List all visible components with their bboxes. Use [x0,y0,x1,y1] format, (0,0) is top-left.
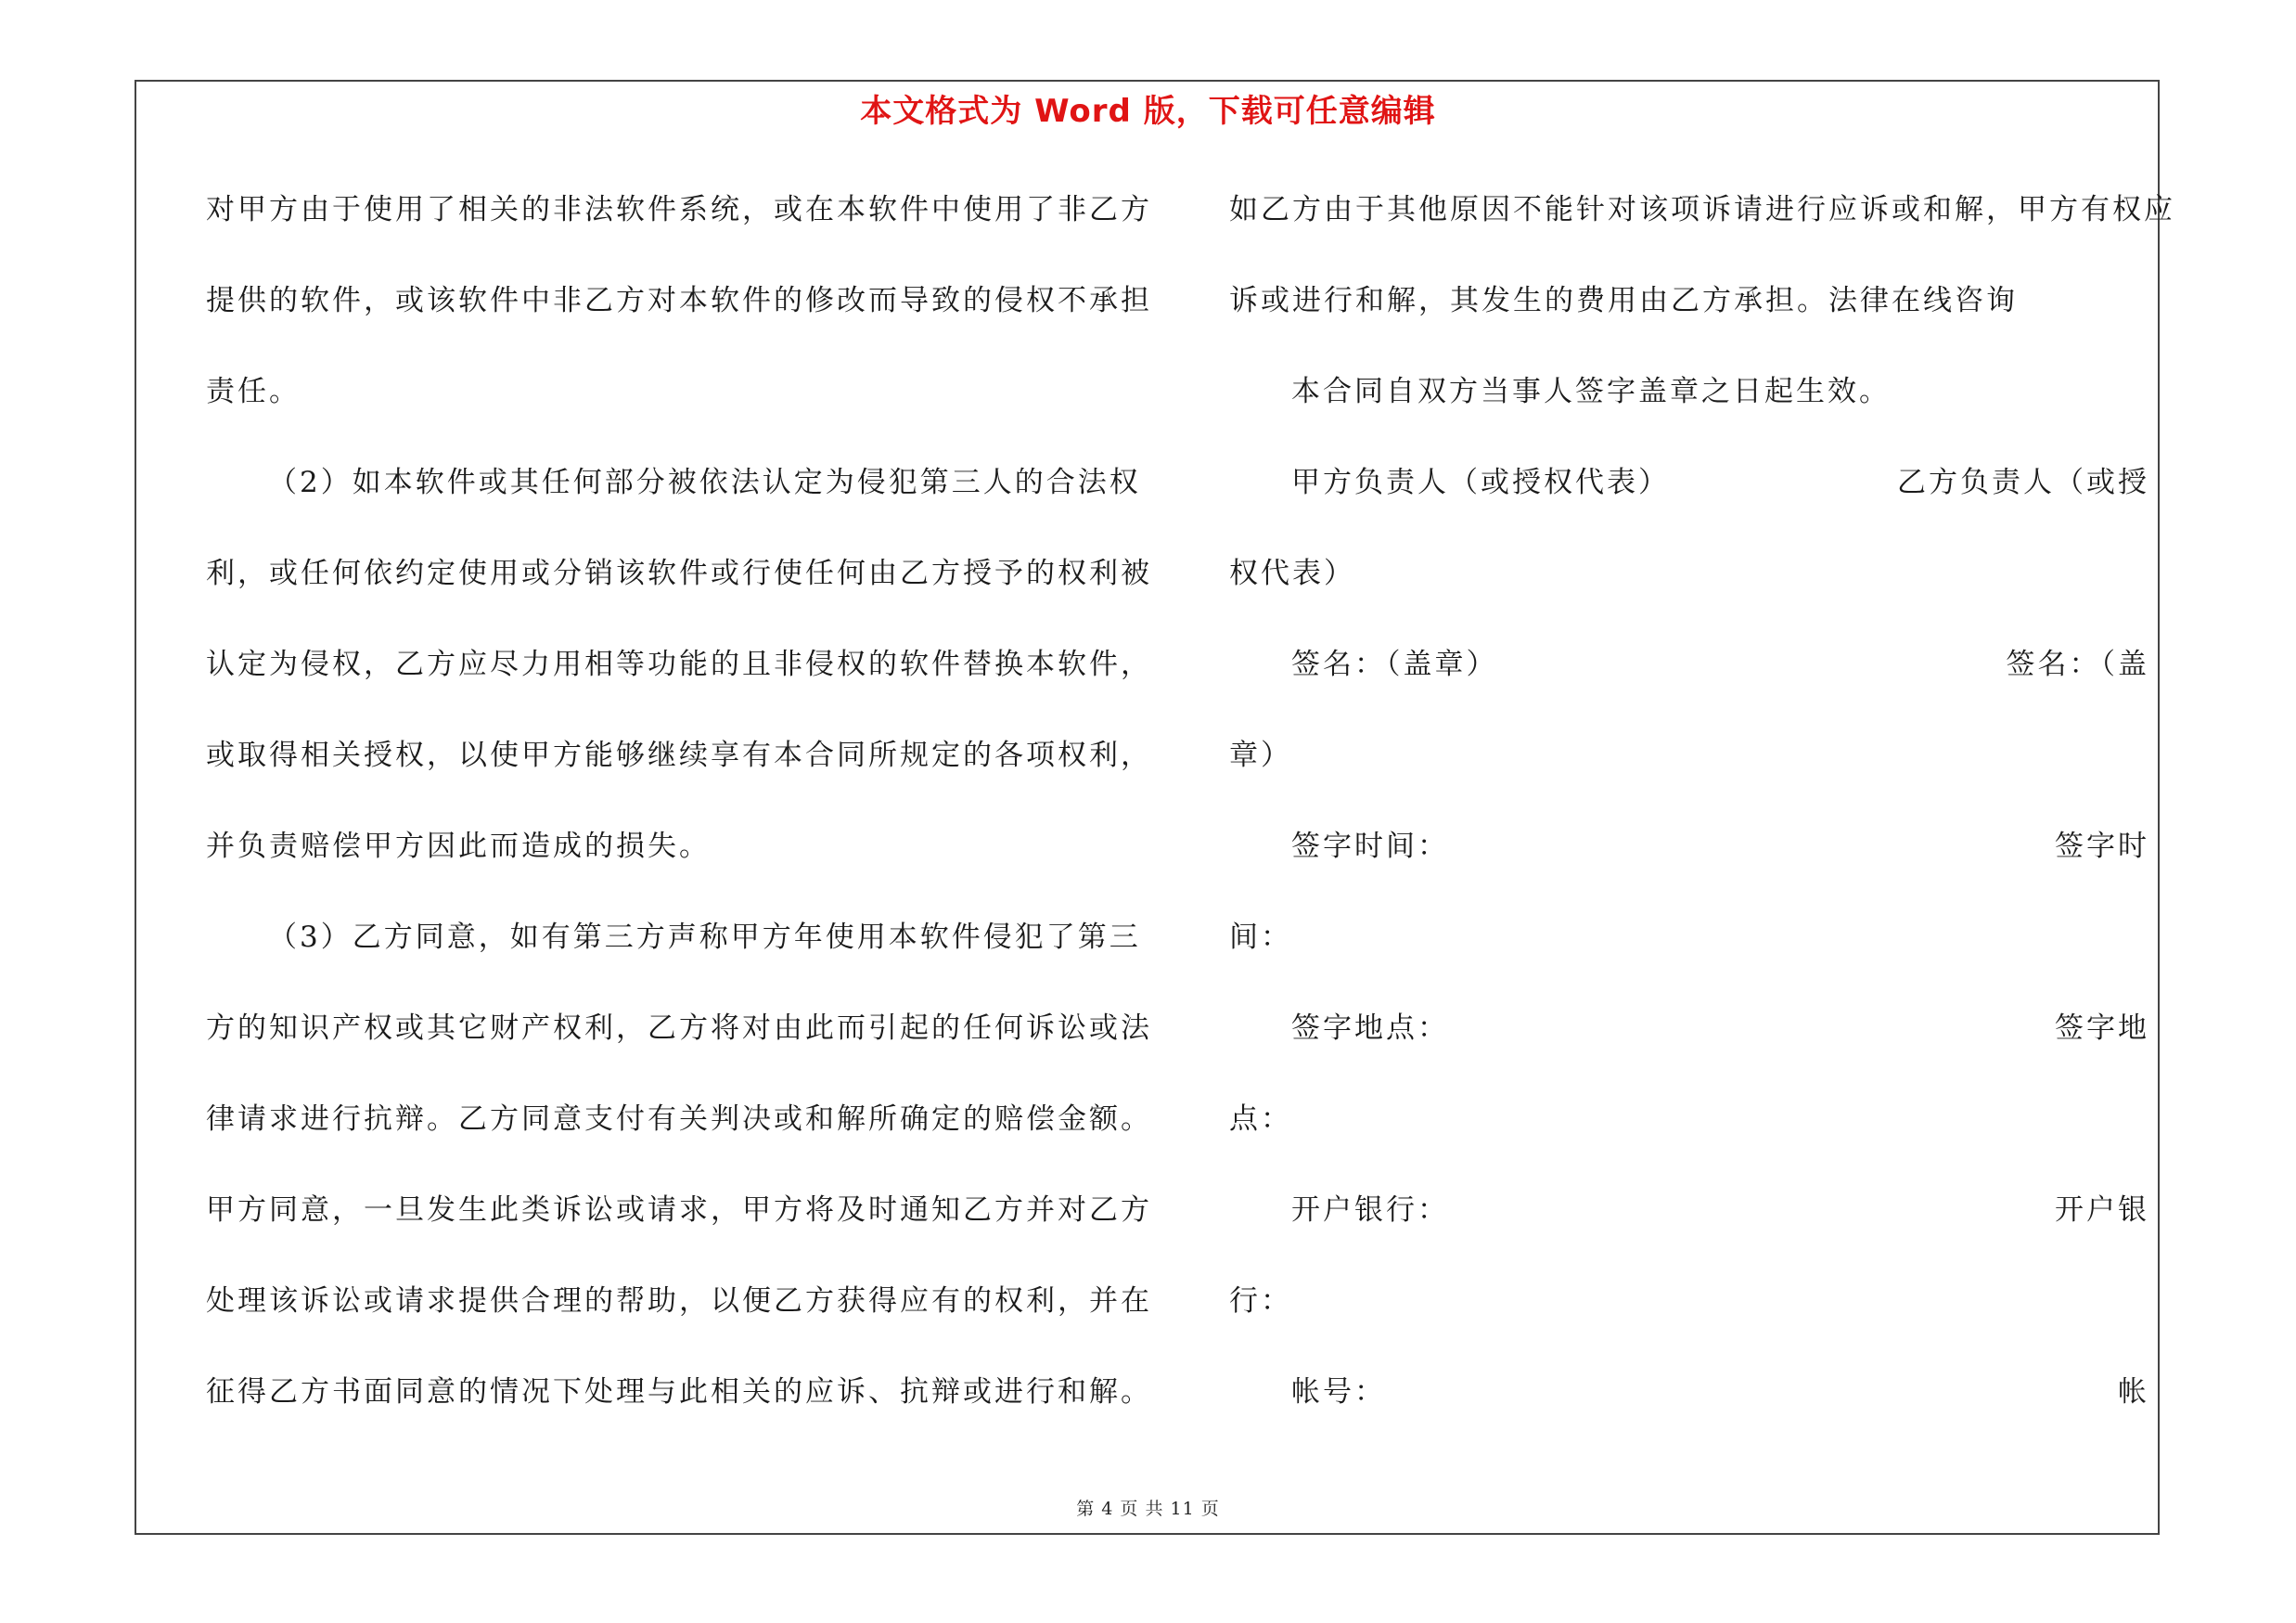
effective-clause: 本合同自双方当事人签字盖章之日起生效。 [1291,375,1891,408]
party-a-bank-label: 开户银行： [1291,1193,1449,1227]
party-a-time-label: 签字时间： [1291,830,1449,863]
format-notice-banner: 本文格式为 Word 版，下载可任意编辑 [860,93,1436,130]
right-column [1229,182,2175,1455]
signature-row-bank [1229,1182,2149,1273]
signature-row-wrap: 点： [1229,1102,1292,1136]
left-line: 利，或任何依约定使用或分销该软件或行使任何由乙方授予的权利被 [206,557,1152,590]
party-a-sign-label: 签名：（盖章） [1291,648,1498,681]
party-b-representative-label: 乙方负责人（或授 [1897,466,2149,499]
signature-row-sign [1229,637,2149,728]
signature-row-wrap: 权代表） [1229,557,1355,590]
signature-row-account [1229,1364,2149,1455]
right-line: 如乙方由于其他原因不能针对该项诉请进行应诉或和解，甲方有权应 [1229,193,2175,226]
left-line: 责任。 [206,375,301,408]
right-line: 诉或进行和解，其发生的费用由乙方承担。法律在线咨询 [1229,284,2018,317]
signature-row-wrap: 章） [1229,739,1292,772]
party-b-time-label: 签字时 [2055,830,2149,863]
left-line: （3）乙方同意，如有第三方声称甲方年使用本软件侵犯了第三 [268,921,1141,954]
page-number: 第 4 页 共 11 页 [1076,1499,1220,1519]
signature-row-representative [1229,455,2149,546]
left-line: 提供的软件，或该软件中非乙方对本软件的修改而导致的侵权不承担 [206,284,1152,317]
left-line: 征得乙方书面同意的情况下处理与此相关的应诉、抗辩或进行和解。 [206,1375,1152,1409]
left-line: 处理该诉讼或请求提供合理的帮助，以便乙方获得应有的权利，并在 [206,1284,1152,1318]
party-b-place-label: 签字地 [2055,1011,2149,1045]
signature-row-place [1229,1000,2149,1091]
signature-row-wrap: 行： [1229,1284,1292,1318]
party-a-account-label: 帐号： [1291,1375,1386,1409]
party-a-representative-label: 甲方负责人（或授权代表） [1291,466,1670,499]
left-column [206,182,1152,1455]
left-line: 律请求进行抗辩。乙方同意支付有关判决或和解所确定的赔偿金额。 [206,1102,1152,1136]
left-line: 方的知识产权或其它财产权利，乙方将对由此而引起的任何诉讼或法 [206,1011,1152,1045]
left-line: 并负责赔偿甲方因此而造成的损失。 [206,830,711,863]
left-line: 对甲方由于使用了相关的非法软件系统，或在本软件中使用了非乙方 [206,193,1152,226]
party-b-bank-label: 开户银 [2055,1193,2149,1227]
signature-row-time [1229,818,2149,909]
left-line: （2）如本软件或其任何部分被依法认定为侵犯第三人的合法权 [268,466,1141,499]
party-b-sign-label: 签名：（盖 [2006,648,2149,681]
left-line: 认定为侵权，乙方应尽力用相等功能的且非侵权的软件替换本软件， [206,648,1152,681]
party-b-account-label: 帐 [2118,1375,2149,1409]
left-line: 甲方同意，一旦发生此类诉讼或请求，甲方将及时通知乙方并对乙方 [206,1193,1152,1227]
signature-row-wrap: 间： [1229,921,1292,954]
left-line: 或取得相关授权，以使甲方能够继续享有本合同所规定的各项权利， [206,739,1152,772]
party-a-place-label: 签字地点： [1291,1011,1449,1045]
